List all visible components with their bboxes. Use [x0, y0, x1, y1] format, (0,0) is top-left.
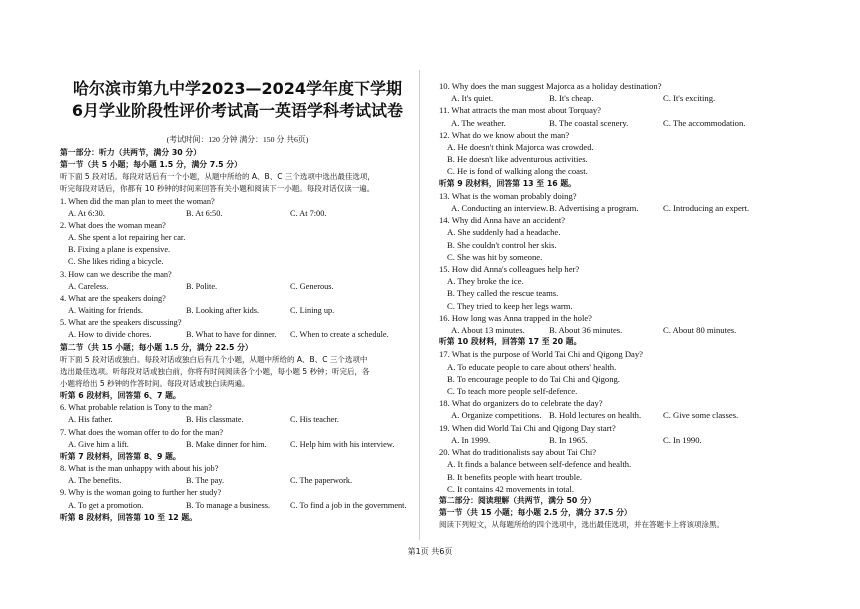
option-b: B. To encourage people to do Tai Chi and Qigong. — [447, 373, 620, 384]
option-a: A. To get a promotion. — [68, 500, 144, 510]
question-2: 2. What does the woman mean? — [60, 220, 166, 230]
question-3-options — [60, 281, 415, 293]
option-b: B. What to have for dinner. — [186, 330, 277, 340]
title-line-1: 哈尔滨市第九中学2023—2024学年度下学期 — [72, 79, 403, 98]
part2-instructions: 阅读下列短文，从每题所给的四个选项中，选出最佳选项，并在答题卡上将该项涂黑。 — [439, 520, 724, 530]
option-c: C. At 7:00. — [290, 208, 327, 218]
option-a: A. They broke the ice. — [447, 276, 524, 287]
question-8-options — [60, 475, 415, 487]
option-b: B. Advertising a program. — [549, 203, 639, 214]
section1-heading: 第一节（共 5 小题；每小题 1.5 分，满分 7.5 分） — [60, 160, 242, 170]
option-b: B. Make dinner for him. — [186, 439, 267, 449]
option-a: A. He doesn't think Majorca was crowded. — [447, 142, 594, 153]
option-a: A. To educate people to care about others' health. — [447, 361, 617, 372]
question-18-options — [439, 409, 819, 421]
option-a: A. It's quiet. — [451, 93, 494, 104]
material-10-heading: 听第 10 段材料，回答第 17 至 20 题。 — [439, 337, 582, 347]
option-a: A. Waiting for friends. — [68, 306, 143, 316]
option-c: C. Generous. — [290, 281, 334, 291]
option-b: B. The coastal scenery. — [549, 117, 629, 128]
column-divider — [419, 70, 420, 540]
option-a: A. How to divide chores. — [68, 330, 152, 340]
option-c: C. To teach more people self-defence. — [447, 386, 578, 397]
section2-instructions-2: 选出最佳选项。听每段对话或独白前，你将有时间阅读各个小题，每小题 5 秒钟；听完后，各 — [60, 366, 370, 376]
question-19-options — [439, 434, 819, 446]
material-9-heading: 听第 9 段材料，回答第 13 至 16 题。 — [439, 178, 576, 188]
option-b: B. In 1965. — [549, 434, 588, 445]
question-5: 5. What are the speakers discussing? — [60, 318, 182, 328]
option-c: C. Give some classes. — [663, 410, 739, 421]
question-10: 10. Why does the man suggest Majorca as a holiday destination? — [439, 81, 662, 91]
option-b: B. It's cheap. — [549, 93, 594, 104]
question-16: 16. How long was Anna trapped in the hole? — [439, 312, 592, 323]
question-9: 9. Why is the woman going to further her study? — [60, 488, 222, 498]
option-a: A. Give him a lift. — [68, 439, 129, 449]
question-1-options — [60, 208, 415, 220]
option-b: B. At 6:50. — [186, 208, 223, 218]
right-column — [439, 80, 819, 531]
question-8: 8. What is the man unhappy with about his job? — [60, 464, 219, 474]
question-6: 6. What probable relation is Tony to the man? — [60, 403, 212, 413]
option-c: C. They tried to keep her legs warm. — [447, 300, 573, 311]
option-b: B. His classmate. — [186, 415, 244, 425]
option-a: A. About 13 minutes. — [451, 325, 525, 336]
option-c: C. Lining up. — [290, 306, 335, 316]
material-6-heading: 听第 6 段材料，回答第 6、7 题。 — [60, 391, 181, 401]
option-a: A. Careless. — [68, 281, 109, 291]
page-footer: 第1页 共6页 — [407, 547, 453, 556]
part1-heading: 第一部分：听力（共两节，满分 30 分） — [60, 148, 202, 157]
question-16-options — [439, 324, 819, 336]
option-a: A. She spent a lot repairing her car. — [68, 233, 186, 243]
option-b: B. They called the rescue teams. — [447, 288, 559, 299]
title-line-2: 6月学业阶段性评价考试高一英语学科考试试卷 — [71, 101, 404, 120]
option-c: C. She was hit by someone. — [447, 251, 543, 262]
question-20: 20. What do traditionalists say about Tai Chi? — [439, 447, 597, 458]
section2-heading: 第二节（共 15 小题；每小题 1.5 分，满分 22.5 分） — [60, 342, 253, 352]
option-b: B. She couldn't control her skis. — [447, 239, 557, 250]
option-a: A. Organize competitions. — [451, 410, 542, 421]
option-c: C. It's exciting. — [663, 93, 716, 104]
question-19: 19. When did World Tai Chi and Qigong Day start? — [439, 422, 616, 433]
option-b: B. He doesn't like adventurous activities. — [447, 154, 588, 165]
option-c: C. She likes riding a bicycle. — [68, 257, 164, 267]
question-13-options — [439, 202, 819, 214]
option-c: C. It contains 42 movements in total. — [447, 483, 574, 494]
option-c: C. The paperwork. — [290, 476, 353, 486]
option-a: A. In 1999. — [451, 434, 491, 445]
section2-instructions-3: 小题将给出 5 秒钟的作答时间。每段对话或独白读两遍。 — [60, 378, 250, 388]
question-4-options — [60, 305, 415, 317]
question-18: 18. What do organizers do to celebrate the day? — [439, 398, 603, 409]
option-a: A. The benefits. — [68, 476, 122, 486]
question-13: 13. What is the woman probably doing? — [439, 190, 577, 201]
section1-instructions-1: 听下面 5 段对话。每段对话后有一个小题，从题中所给的 A、B、C 三个选项中选出最佳选项， — [60, 172, 375, 182]
question-11-options — [439, 117, 819, 129]
option-c: C. Introducing an expert. — [663, 203, 750, 214]
question-3: 3. How can we describe the man? — [60, 269, 172, 279]
option-b: B. Hold lectures on health. — [549, 410, 642, 421]
question-14: 14. Why did Anna have an accident? — [439, 215, 566, 226]
question-7-options — [60, 439, 415, 451]
question-15: 15. How did Anna's colleagues help her? — [439, 264, 580, 275]
option-b: B. It benefits people with heart trouble. — [447, 471, 583, 482]
exam-title — [60, 78, 415, 122]
section2-instructions-1: 听下面 5 段对话或独白。每段对话或独白后有几个小题，从题中所给的 A、B、C 三个选项中 — [60, 354, 368, 364]
left-column — [60, 147, 415, 524]
option-c: C. He is fond of walking along the coast. — [447, 166, 588, 177]
option-a: A. His father. — [68, 415, 113, 425]
option-c: C. The accommodation. — [663, 117, 746, 128]
option-a: A. The weather. — [451, 117, 506, 128]
option-b: B. Polite. — [186, 281, 218, 291]
section1-instructions-2: 听完每段对话后，你都有 10 秒钟的时间来回答有关小题和阅读下一小题。每段对话仅读一遍。 — [60, 184, 375, 194]
part2-section1-heading: 第一节（共 15 小题；每小题 2.5 分，满分 37.5 分） — [439, 508, 632, 518]
question-9-options — [60, 500, 415, 512]
option-b: B. To manage a business. — [186, 500, 271, 510]
material-7-heading: 听第 7 段材料，回答第 8、9 题。 — [60, 451, 181, 461]
option-a: A. At 6:30. — [68, 208, 105, 218]
question-5-options — [60, 329, 415, 341]
question-7: 7. What does the woman offer to do for the man? — [60, 427, 224, 437]
question-17: 17. What is the purpose of World Tai Chi and Qigong Day? — [439, 349, 643, 360]
part2-heading: 第二部分：阅读理解（共两节，满分 50 分） — [439, 495, 596, 505]
question-12: 12. What do we know about the man? — [439, 129, 570, 140]
exam-info: (考试时间：120 分钟 满分：150 分 共6页) — [166, 135, 309, 144]
option-a: A. It finds a balance between self-defence and health. — [447, 459, 632, 470]
option-c: C. About 80 minutes. — [663, 325, 737, 336]
option-c: C. Help him with his interview. — [290, 439, 395, 449]
material-8-heading: 听第 8 段材料，回答第 10 至 12 题。 — [60, 512, 197, 522]
option-b: B. About 36 minutes. — [549, 325, 623, 336]
option-b: B. Fixing a plane is expensive. — [68, 245, 171, 255]
option-a: A. Conducting an interview. — [451, 203, 549, 214]
question-6-options — [60, 414, 415, 426]
question-11: 11. What attracts the man most about Torquay? — [439, 105, 602, 116]
question-4: 4. What are the speakers doing? — [60, 293, 166, 303]
question-10-options — [439, 92, 819, 104]
option-b: B. Looking after kids. — [186, 306, 260, 316]
option-a: A. She suddenly had a headache. — [447, 227, 561, 238]
question-1: 1. When did the man plan to meet the woman? — [60, 196, 215, 206]
option-c: C. In 1990. — [663, 434, 702, 445]
option-c: C. To find a job in the government. — [290, 500, 407, 510]
option-b: B. The pay. — [186, 476, 225, 486]
option-c: C. When to create a schedule. — [290, 330, 389, 340]
option-c: C. His teacher. — [290, 415, 339, 425]
